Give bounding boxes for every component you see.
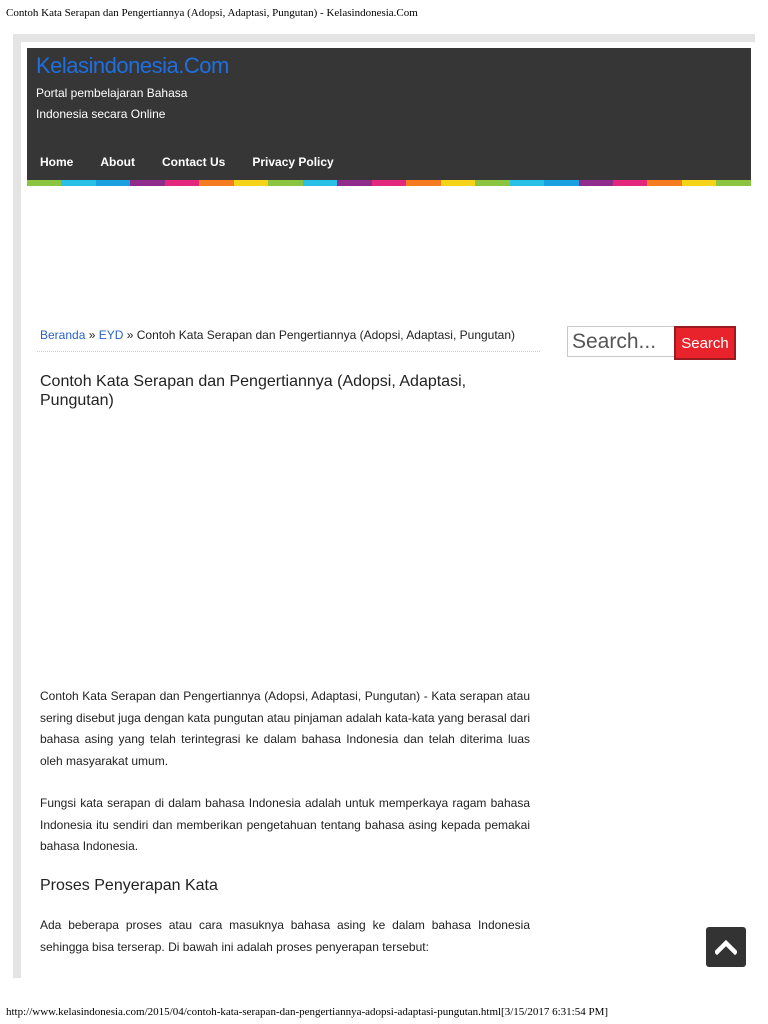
stripe-segment bbox=[510, 180, 544, 186]
stripe-segment bbox=[130, 180, 164, 186]
post-paragraph: Contoh Kata Serapan dan Pengertiannya (Adopsi, Adaptasi, Pungutan) - Kata serapan atau sering disebut juga dengan kata pungutan atau pinjaman adalah kata-kata yang berasal dari bahasa asing yang telah terintegrasi ke dalam bahasa Indonesia dan telah diterima luas oleh masyarakat umum. bbox=[40, 689, 530, 768]
stripe-segment bbox=[579, 180, 613, 186]
stripe-segment bbox=[337, 180, 371, 186]
stripe-segment bbox=[544, 180, 578, 186]
stripe-segment bbox=[682, 180, 716, 186]
stripe-segment bbox=[268, 180, 302, 186]
back-to-top-button[interactable] bbox=[706, 927, 746, 967]
chevron-up-icon bbox=[715, 939, 737, 955]
print-page-url: http://www.kelasindonesia.com/2015/04/contoh-kata-serapan-dan-pengertiannya-adopsi-adaptasi-pungutan.html[3/15/2017 6:31:54 PM] bbox=[6, 1006, 609, 1018]
post-paragraph: Ada beberapa proses atau cara masuknya bahasa asing ke dalam bahasa Indonesia sehingga bisa terserap. Di bawah ini adalah proses penyerapan tersebut: bbox=[40, 918, 530, 954]
site-title-link[interactable]: Kelasindonesia.Com bbox=[36, 53, 229, 78]
nav-item-about[interactable]: About bbox=[100, 155, 135, 169]
breadcrumb-home-link[interactable]: Beranda bbox=[40, 328, 86, 342]
page-frame-top bbox=[13, 34, 755, 42]
page-content bbox=[21, 42, 755, 978]
stripe-segment bbox=[165, 180, 199, 186]
stripe-segment bbox=[96, 180, 130, 186]
post-paragraph: Fungsi kata serapan di dalam bahasa Indonesia adalah untuk memperkaya ragam bahasa Indonesia itu sendiri dan memberikan pengetahuan tentang bahasa asing kepada pemakai bahasa Indonesia. bbox=[40, 796, 530, 853]
stripe-segment bbox=[647, 180, 681, 186]
color-stripe bbox=[27, 180, 751, 186]
page-frame-left bbox=[13, 34, 21, 978]
stripe-segment bbox=[441, 180, 475, 186]
nav-item-home[interactable]: Home bbox=[40, 155, 74, 169]
breadcrumb-category-link[interactable]: EYD bbox=[98, 328, 124, 342]
stripe-segment bbox=[199, 180, 233, 186]
breadcrumb-separator: » bbox=[85, 328, 99, 342]
stripe-segment bbox=[234, 180, 268, 186]
breadcrumb bbox=[40, 328, 540, 342]
search-input[interactable] bbox=[567, 326, 675, 357]
breadcrumb-divider bbox=[37, 351, 540, 352]
stripe-segment bbox=[716, 180, 750, 186]
breadcrumb-current: Contoh Kata Serapan dan Pengertiannya (Adopsi, Adaptasi, Pungutan) bbox=[136, 328, 516, 342]
section-heading: Proses Penyerapan Kata bbox=[40, 877, 218, 894]
stripe-segment bbox=[475, 180, 509, 186]
stripe-segment bbox=[613, 180, 647, 186]
print-page-title: Contoh Kata Serapan dan Pengertiannya (Adopsi, Adaptasi, Pungutan) - Kelasindonesia.Com bbox=[6, 7, 418, 19]
site-tagline: Portal pembelajaran Bahasa Indonesia secara Online bbox=[36, 86, 188, 121]
main-nav bbox=[27, 148, 348, 176]
nav-item-contact-us[interactable]: Contact Us bbox=[162, 155, 226, 169]
nav-item-privacy-policy[interactable]: Privacy Policy bbox=[252, 155, 334, 169]
stripe-segment bbox=[372, 180, 406, 186]
site-header bbox=[27, 48, 751, 180]
stripe-segment bbox=[303, 180, 337, 186]
stripe-segment bbox=[27, 180, 61, 186]
stripe-segment bbox=[61, 180, 95, 186]
breadcrumb-separator: » bbox=[123, 328, 137, 342]
stripe-segment bbox=[406, 180, 440, 186]
post-title: Contoh Kata Serapan dan Pengertiannya (Adopsi, Adaptasi, Pungutan) bbox=[40, 373, 467, 409]
search-button[interactable]: Search bbox=[674, 326, 736, 360]
